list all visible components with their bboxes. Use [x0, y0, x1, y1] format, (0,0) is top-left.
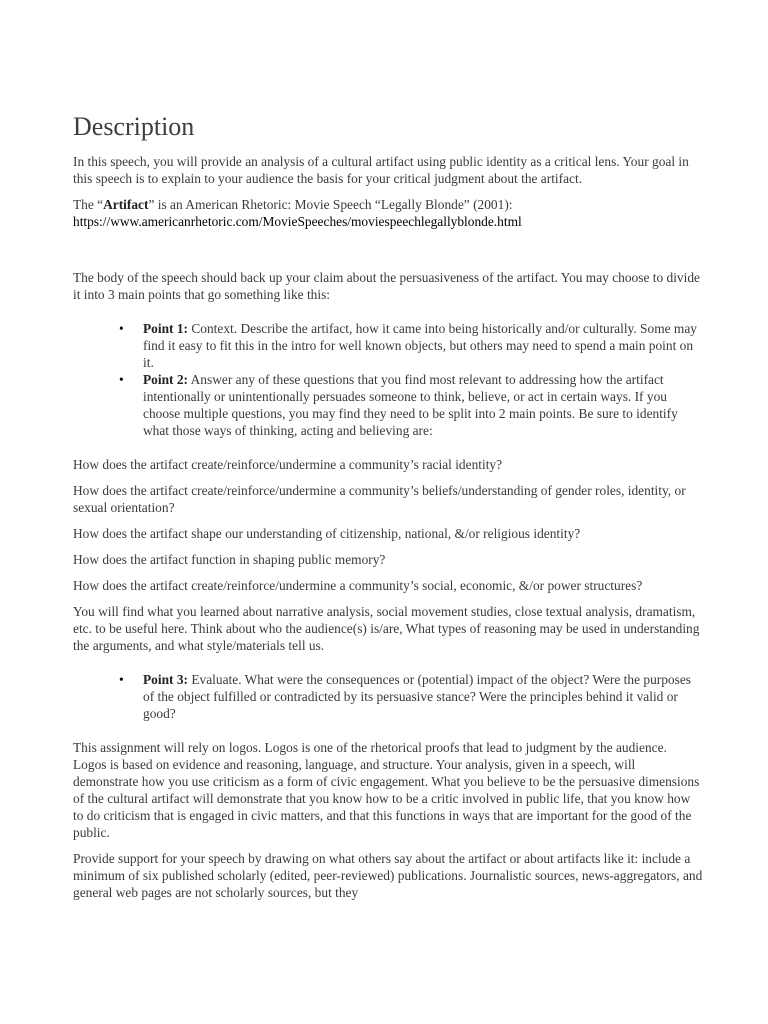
point-3-item [117, 671, 703, 722]
point-1-item [117, 320, 703, 371]
bullet-icon: • [119, 372, 124, 387]
logos-paragraph: This assignment will rely on logos. Logos is one of the rhetorical proofs that lead to judgment by the audience. Logos is based on evidence and reasoning, language, and structure. Your analysis, given in a speech, will demonstrate how you use criticism as a form of civic engagement. What you believe to be the persuasive dimensions of the cultural artifact will demonstrate that you know how to be a critic involved in public life, that you know how to do criticism that is engaged in civic matters, and that this functions in ways that are important for the good of the public. [73, 740, 700, 840]
artifact-paragraph [73, 196, 703, 230]
page-title: Description [73, 112, 195, 141]
point-3-title: Point 3: [143, 672, 189, 687]
point-2-title: Point 2: [143, 372, 189, 387]
support-paragraph: Provide support for your speech by drawing on what others say about the artifact or about artifacts like it: include a minimum of six published scholarly (edited, peer-reviewed) publications. Journalistic sources, news-aggregators, and general web pages are not scholarly sources, but they [73, 851, 703, 900]
points-list-a [73, 320, 703, 439]
artifact-bold: Artifact [103, 197, 149, 212]
point-2-item [117, 371, 703, 439]
points-list-b [73, 671, 703, 722]
body-intro-paragraph: The body of the speech should back up your claim about the persuasiveness of the artifact. You may choose to divide it into 3 main points that go something like this: [73, 270, 700, 302]
point-3-text: Evaluate. What were the consequences or (potential) impact of the object? Were the purposes of the object fulfilled or contradicted by its persuasive stance? Were the principles behind it valid or good? [143, 672, 691, 721]
question-1: How does the artifact create/reinforce/undermine a community’s racial identity? [73, 457, 503, 472]
bullet-icon: • [119, 672, 124, 687]
artifact-prefix: The “ [73, 197, 104, 212]
question-3: How does the artifact shape our understanding of citizenship, national, &/or religious identity? [73, 526, 581, 541]
question-4: How does the artifact function in shaping public memory? [73, 552, 386, 567]
artifact-suffix: ” is an American Rhetoric: Movie Speech “Legally Blonde” (2001): [148, 197, 513, 212]
point-1-title: Point 1: [143, 321, 189, 336]
intro-paragraph: In this speech, you will provide an analysis of a cultural artifact using public identity as a critical lens. Your goal in this speech is to explain to your audience the basis for your critical judgment about the artifact. [73, 154, 689, 186]
question-5: How does the artifact create/reinforce/undermine a community’s social, economic, &/or power structures? [73, 578, 643, 593]
narrative-note-paragraph: You will find what you learned about narrative analysis, social movement studies, close textual analysis, dramatism, etc. to be useful here. Think about who the audience(s) is/are, What types of reasoning may be used in understanding the arguments, and what style/materials tell us. [73, 604, 700, 653]
artifact-url-link[interactable]: https://www.americanrhetoric.com/MovieSpeeches/moviespeechlegallyblonde.html [73, 214, 522, 229]
bullet-icon: • [119, 321, 124, 336]
question-2: How does the artifact create/reinforce/undermine a community’s beliefs/understanding of gender roles, identity, or sexual orientation? [73, 483, 686, 515]
point-2-text: Answer any of these questions that you find most relevant to addressing how the artifact intentionally or unintentionally persuades someone to think, believe, or act in certain ways. If you choose multiple questions, you may find they need to be split into 2 main points. Be sure to identify what those ways of thinking, acting and believing are: [143, 372, 678, 438]
document-page [73, 112, 703, 901]
point-1-text: Context. Describe the artifact, how it came into being historically and/or culturally. Some may find it easy to fit this in the intro for well known objects, but others may need to spend a main point on it. [143, 321, 697, 370]
